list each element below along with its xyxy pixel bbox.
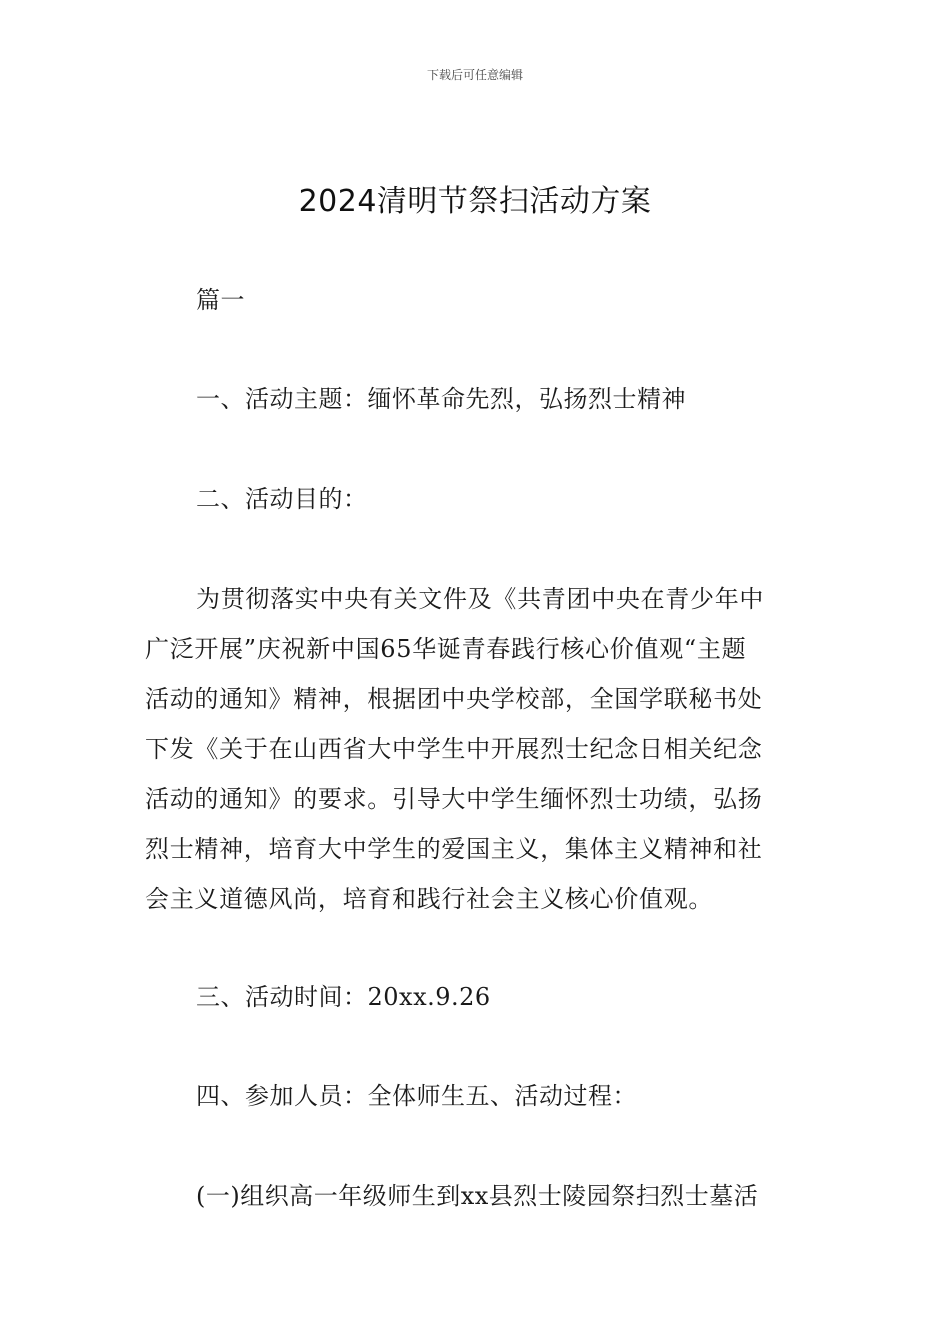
paragraph-line: 会主义道德风尚，培育和践行社会主义核心价值观。 [145, 885, 714, 913]
subsection-one: (一)组织高一年级师生到xx县烈士陵园祭扫烈士墓活 [196, 1182, 759, 1210]
document-title: 2024清明节祭扫活动方案 [298, 184, 652, 219]
paragraph-line: 广泛开展”庆祝新中国65华诞青春践行核心价值观“主题 [145, 635, 747, 663]
section-time: 三、活动时间：20xx.9.26 [196, 983, 491, 1011]
paragraph-line: 烈士精神，培育大中学生的爱国主义，集体主义精神和社 [145, 835, 763, 863]
paragraph-line: 活动的通知》的要求。引导大中学生缅怀烈士功绩，弘扬 [145, 785, 763, 813]
section-purpose-heading: 二、活动目的： [196, 485, 368, 513]
paragraph-line: 活动的通知》精神，根据团中央学校部，全国学联秘书处 [145, 685, 763, 713]
paragraph-line: 下发《关于在山西省大中学生中开展烈士纪念日相关纪念 [145, 735, 763, 763]
section-theme: 一、活动主题：缅怀革命先烈，弘扬烈士精神 [196, 385, 686, 413]
purpose-paragraph [145, 574, 810, 924]
header-note: 下载后可任意编辑 [426, 68, 523, 82]
part-label: 篇一 [196, 286, 245, 314]
section-participants: 四、参加人员：全体师生五、活动过程： [196, 1082, 637, 1110]
paragraph-line: 为贯彻落实中央有关文件及《共青团中央在青少年中 [196, 585, 765, 613]
